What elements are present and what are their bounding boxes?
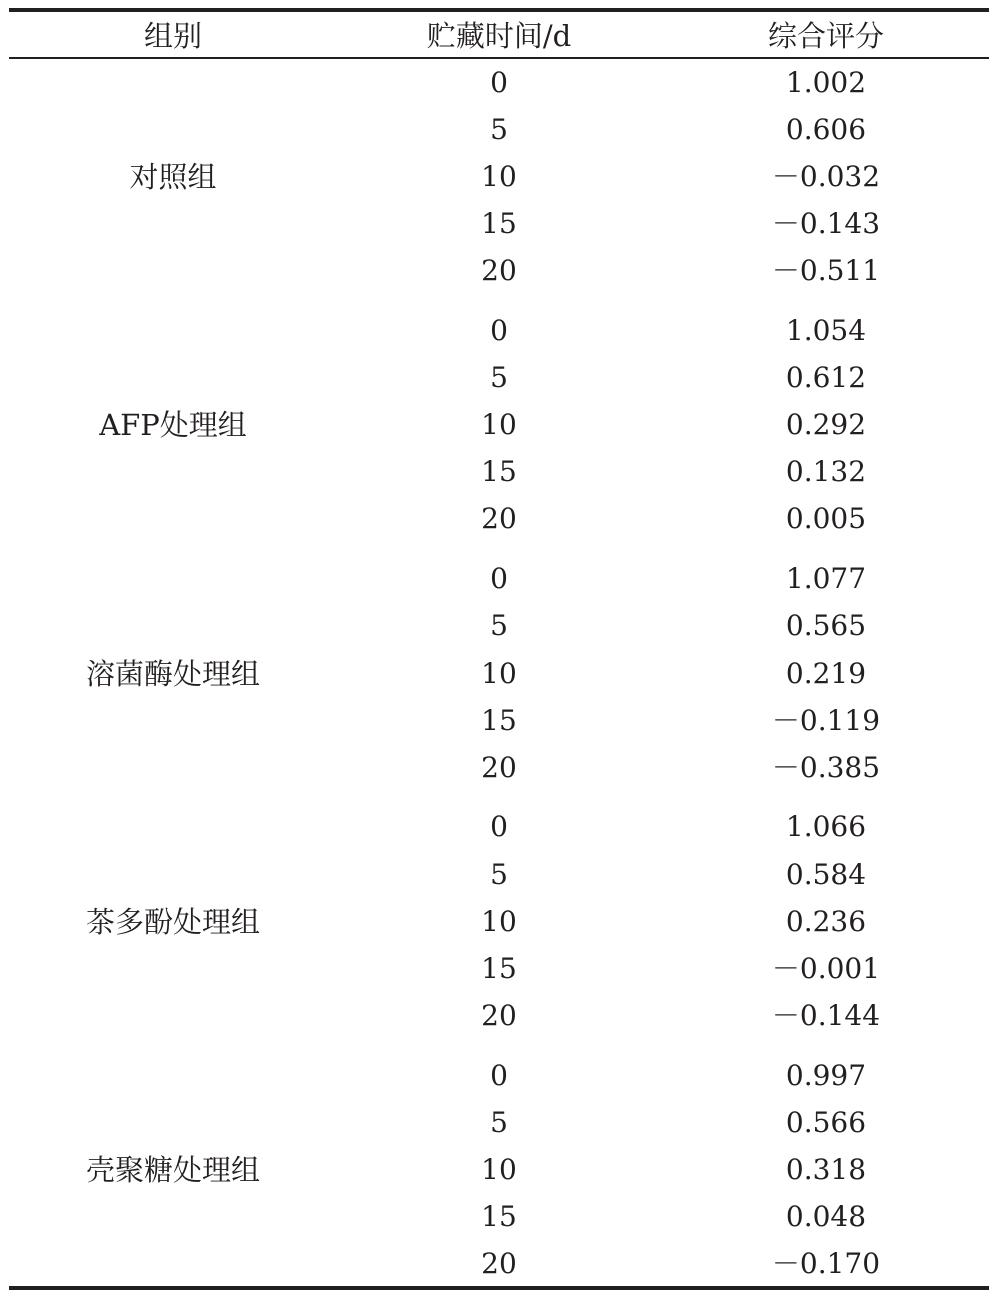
days-cell: 15 [481, 455, 517, 488]
group-label: 溶菌酶处理组 [85, 657, 260, 691]
score-cell: 0.219 [785, 657, 867, 690]
days-cell: 5 [490, 113, 508, 146]
score-cell: －0.032 [771, 160, 881, 193]
days-cell: 20 [481, 751, 517, 784]
header-score: 综合评分 [767, 19, 884, 53]
score-cell: 0.292 [785, 408, 867, 441]
group-label: 茶多酚处理组 [85, 905, 260, 939]
days-cell: 10 [481, 1153, 517, 1186]
score-cell: 1.054 [785, 314, 867, 347]
score-cell: 0.565 [785, 609, 867, 642]
group-label: 对照组 [129, 160, 217, 194]
days-cell: 20 [481, 999, 517, 1032]
score-cell: 1.002 [785, 66, 867, 99]
table-bottom-rule [9, 1286, 989, 1290]
score-cell: －0.385 [771, 751, 881, 784]
score-cell: 0.318 [785, 1153, 867, 1186]
days-cell: 15 [481, 704, 517, 737]
score-cell: 0.005 [785, 502, 867, 535]
score-cell: －0.001 [771, 952, 881, 985]
score-cell: 0.236 [785, 905, 867, 938]
score-cell: 0.048 [785, 1200, 867, 1233]
score-cell: 0.606 [785, 113, 867, 146]
days-cell: 10 [481, 905, 517, 938]
days-cell: 20 [481, 502, 517, 535]
score-cell: －0.511 [771, 254, 881, 287]
score-cell: 0.132 [785, 455, 867, 488]
days-cell: 0 [490, 562, 508, 595]
days-cell: 10 [481, 408, 517, 441]
score-cell: 1.077 [785, 562, 867, 595]
days-cell: 20 [481, 1247, 517, 1280]
days-cell: 15 [481, 1200, 517, 1233]
table-top-rule [9, 8, 989, 12]
days-cell: 5 [490, 1106, 508, 1139]
score-cell: 0.584 [785, 858, 867, 891]
days-cell: 10 [481, 160, 517, 193]
days-cell: 20 [481, 254, 517, 287]
days-cell: 15 [481, 207, 517, 240]
score-cell: 0.566 [785, 1106, 867, 1139]
days-cell: 0 [490, 810, 508, 843]
days-cell: 15 [481, 952, 517, 985]
group-label: AFP处理组 [99, 408, 247, 442]
score-cell: 0.997 [785, 1059, 867, 1092]
days-cell: 5 [490, 361, 508, 394]
days-cell: 0 [490, 314, 508, 347]
table-header-rule [9, 57, 989, 59]
header-days: 贮藏时间/d [426, 19, 572, 53]
score-cell: －0.119 [771, 704, 881, 737]
header-group: 组别 [143, 19, 202, 53]
days-cell: 5 [490, 858, 508, 891]
days-cell: 0 [490, 66, 508, 99]
score-cell: －0.170 [771, 1247, 881, 1280]
group-label: 壳聚糖处理组 [85, 1153, 260, 1187]
days-cell: 10 [481, 657, 517, 690]
days-cell: 0 [490, 1059, 508, 1092]
score-cell: －0.143 [771, 207, 881, 240]
score-cell: －0.144 [771, 999, 881, 1032]
days-cell: 5 [490, 609, 508, 642]
score-cell: 0.612 [785, 361, 867, 394]
score-cell: 1.066 [785, 810, 867, 843]
